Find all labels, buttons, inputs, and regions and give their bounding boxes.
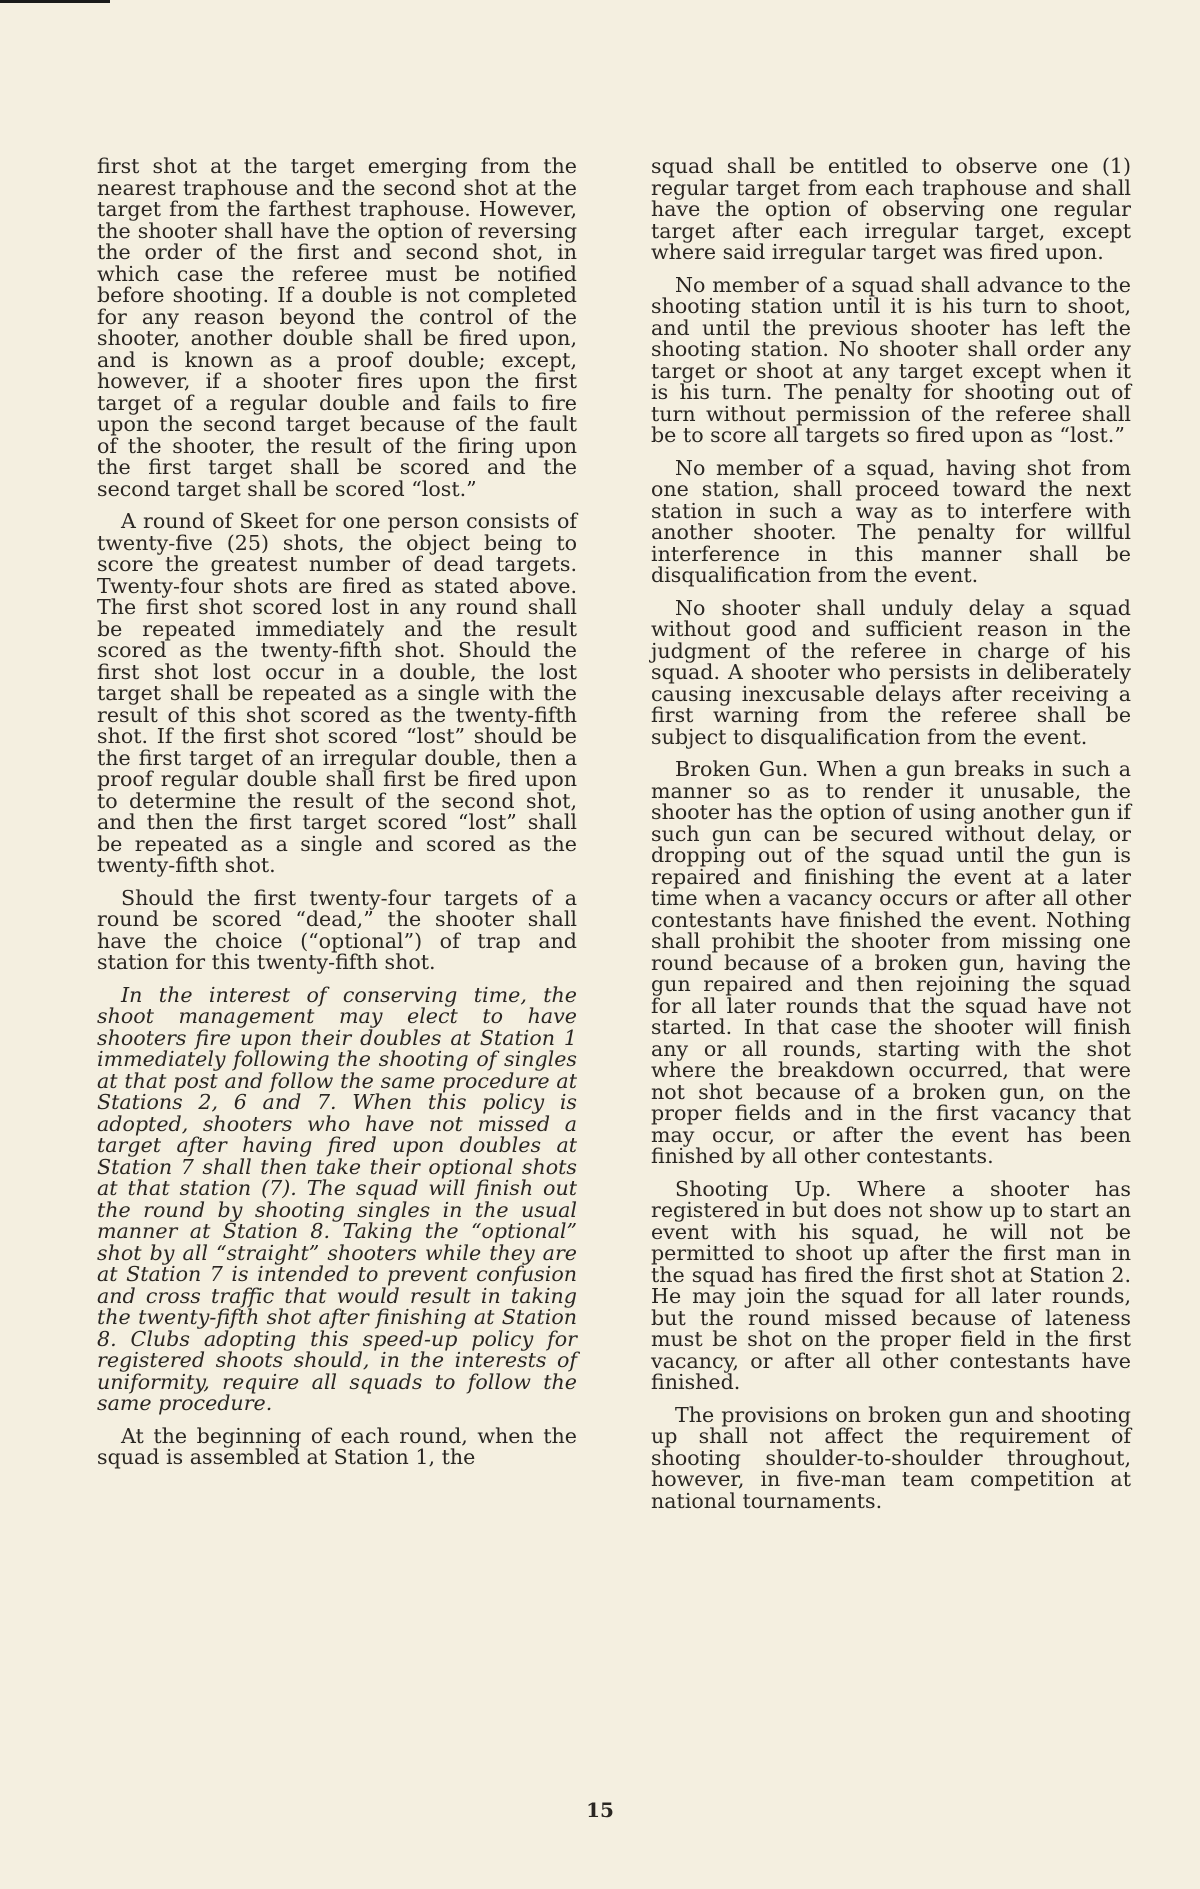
- paragraph-double-shot-order: first shot at the target emerging from the nearest traphouse and the second shot at the target from the farthest traphouse. However, the shooter shall have the option of reversing the order of the first and second shot, in which case the referee must be notified before shooting. If a double is not completed for any reason beyond the control of the shooter, another double shall be fired upon, and is known as a proof double; except, however, if a shooter fires upon the first target of a regular double and fails to fire upon the second target because of the fault of the shooter, the result of the firing upon the first target shall be scored and the second target shall be scored “lost.”: [97, 154, 577, 501]
- paragraph-observe-targets: squad shall be entitled to observe one (1) regular target from each traphouse and shall have the option of observing one regular target after each irregular target, except where said irregular target was fired upon.: [651, 154, 1131, 264]
- paragraph-beginning-of-round: At the beginning of each round, when the squad is assembled at Station 1, the: [97, 1423, 577, 1469]
- paragraph-shooting-up: Shooting Up. Where a shooter has registered in but does not show up to start an event with his squad, he will not be permitted to shoot up after the first man in the squad has fired the first shot at Station 2. He may join the squad for all later rounds, but the round missed because of lateness must be shot on the proper field in the first vacancy, or after all other contestants have finished.: [651, 1176, 1131, 1394]
- paragraph-interference: No member of a squad, having shot from one station, shall proceed toward the next station in such a way as to interfere with another shooter. The penalty for willful interference in this manner shall be disqualification from the event.: [651, 455, 1131, 587]
- paragraph-undue-delay: No shooter shall unduly delay a squad without good and sufficient reason in the judgment of the referee in charge of his squad. A shooter who persists in deliberately causing inexcusable delays after receiving a first warning from the referee shall be subject to disqualification from the event.: [651, 595, 1131, 749]
- paragraph-advance-to-station: No member of a squad shall advance to the shooting station until it is his turn to shoot, and until the previous shooter has left the shooting station. No shooter shall order any target or shoot at any target except when it is his turn. The penalty for shooting out of turn without permission of the referee shall be to score all targets so fired upon as “lost.”: [651, 272, 1131, 447]
- paragraph-round-of-skeet: A round of Skeet for one person consists of twenty-five (25) shots, the object being to score the greatest number of dead targets. Twenty-four shots are fired as stated above. The first shot scored lost in any round shall be repeated immediately and the result scored as the twenty-fifth shot. Should the first shot lost occur in a double, the lost target shall be repeated as a single with the result of this shot scored as the twenty-fifth shot. If the first shot scored “lost” should be the first target of an irregular double, then a proof regular double shall first be fired upon to determine the result of the second shot, and then the first target scored “lost” shall be repeated as a single and scored as the twenty-fifth shot.: [97, 509, 577, 877]
- page-number: 15: [586, 1798, 614, 1822]
- paragraph-optional-shot: Should the first twenty-four targets of a round be scored “dead,” the shooter shall have the choice (“optional”) of trap and station for this twenty-fifth shot.: [97, 885, 577, 974]
- paragraph-team-competition: The provisions on broken gun and shooting up shall not affect the requirement of shooting shoulder-to-shoulder throughout, however, in five-man team competition at national tournaments.: [651, 1402, 1131, 1513]
- left-text-column: [97, 156, 577, 1480]
- right-text-column: [651, 156, 1131, 1523]
- scan-corner-mark: [0, 0, 110, 3]
- paragraph-speed-up-policy: In the interest of conserving time, the shoot management may elect to have shooters fire upon their doubles at Station 1 immediately following the shooting of singles at that post and follow the same procedure at Stations 2, 6 and 7. When this policy is adopted, shooters who have not missed a target after having fired upon doubles at Station 7 shall then take their optional shots at that station (7). The squad will finish out the round by shooting singles in the usual manner at Station 8. Taking the “optional” shot by all “straight” shooters while they are at Station 7 is intended to prevent confusion and cross traffic that would result in taking the twenty-fifth shot after finishing at Station 8. Clubs adopting this speed-up policy for registered shoots should, in the interests of uniformity, require all squads to follow the same procedure.: [97, 982, 577, 1415]
- paragraph-broken-gun: Broken Gun. When a gun breaks in such a manner so as to render it unusable, the shooter has the option of using another gun if such gun can be secured without delay, or dropping out of the squad until the gun is repaired and finishing the event at a later time when a vacancy occurs or after all other contestants have finished the event. Nothing shall prohibit the shooter from missing one round because of a broken gun, having the gun repaired and then rejoining the squad for all later rounds that the squad have not started. In that case the shooter will finish any or all rounds, starting with the shot where the breakdown occurred, that were not shot because of a broken gun, on the proper fields and in the first vacancy that may occur, or after the event has been finished by all other contestants.: [651, 757, 1131, 1168]
